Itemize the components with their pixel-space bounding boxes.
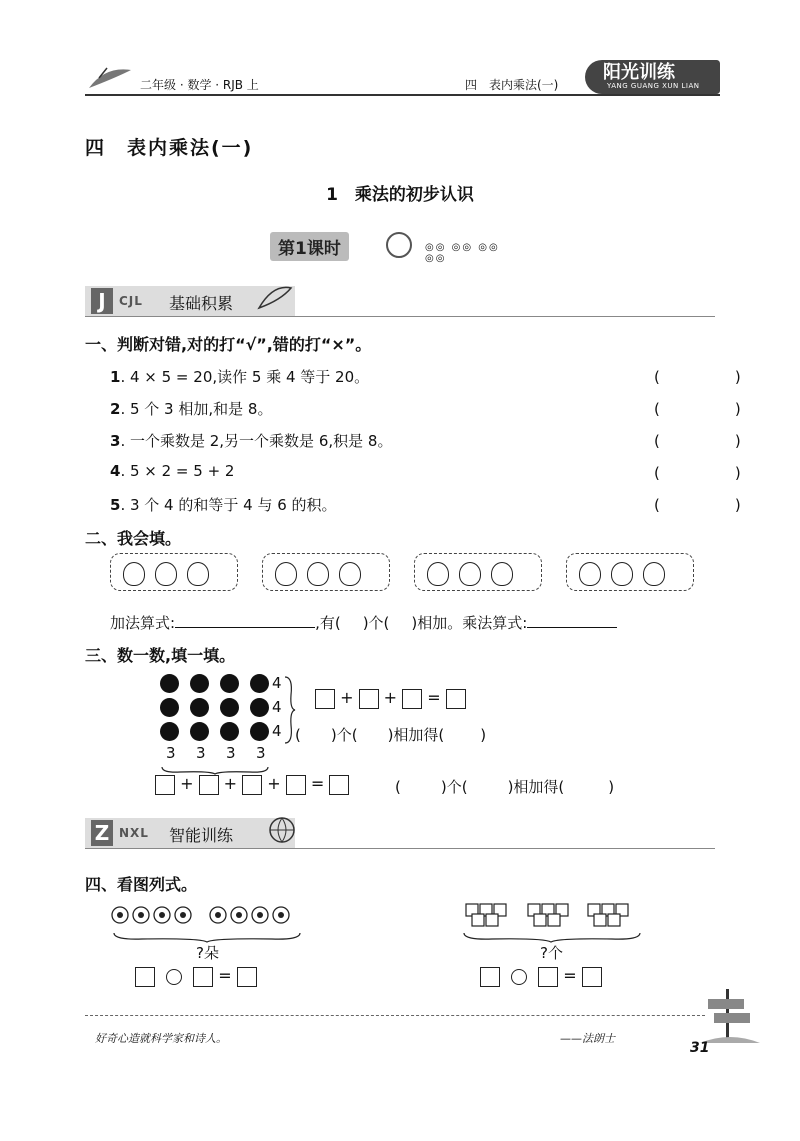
apple-icon bbox=[220, 698, 239, 717]
col-sentence bbox=[395, 776, 614, 797]
fill-text: ,有( bbox=[315, 614, 341, 632]
answer-paren[interactable]: ( ) bbox=[654, 464, 771, 482]
fill-text: )个( bbox=[330, 726, 358, 744]
fill-text: ) bbox=[608, 778, 615, 796]
footer-rule bbox=[85, 1015, 705, 1017]
footer-author: ——法朗士 bbox=[560, 1032, 615, 1045]
flower-equation: = bbox=[135, 966, 257, 987]
banner-rule bbox=[85, 316, 715, 317]
lesson-banner bbox=[270, 232, 522, 264]
item-text: . 一个乘数是 2,另一个乘数是 6,积是 8。 bbox=[120, 432, 393, 450]
cube-label: ?个 bbox=[540, 944, 563, 962]
leaf-icon bbox=[255, 280, 295, 318]
fill-text: ) bbox=[480, 726, 487, 744]
answer-paren[interactable]: ( ) bbox=[654, 368, 771, 386]
radish-icon bbox=[611, 562, 633, 586]
radish-icon bbox=[155, 562, 177, 586]
q1-item-4 bbox=[110, 462, 234, 480]
answer-paren[interactable]: ( ) bbox=[654, 432, 771, 450]
radish-icon bbox=[187, 562, 209, 586]
q4-title: 四、看图列式。 bbox=[85, 875, 198, 894]
col-count: 3 bbox=[196, 744, 206, 762]
answer-box[interactable] bbox=[359, 689, 379, 709]
header-leaf-logo bbox=[85, 64, 135, 92]
row-sentence bbox=[295, 724, 486, 745]
row-count: 4 bbox=[272, 722, 282, 740]
banner-title: 基础积累 bbox=[169, 294, 234, 313]
apple-icon bbox=[160, 698, 179, 717]
section-title: 1 乘法的初步认识 bbox=[326, 185, 474, 205]
answer-box[interactable] bbox=[135, 967, 155, 987]
fill-text: ( bbox=[295, 726, 301, 744]
answer-box[interactable] bbox=[193, 967, 213, 987]
radish-icon bbox=[307, 562, 329, 586]
q1-item-2 bbox=[110, 398, 272, 419]
item-number: 4 bbox=[110, 462, 121, 480]
q2-fill-line bbox=[110, 612, 617, 633]
radish-group bbox=[110, 553, 238, 591]
row-equation: + + = bbox=[315, 688, 466, 709]
answer-box[interactable] bbox=[286, 775, 306, 795]
radish-group bbox=[414, 553, 542, 591]
q3-title: 三、数一数,填一填。 bbox=[85, 646, 236, 665]
operator-circle[interactable] bbox=[166, 969, 182, 985]
answer-box[interactable] bbox=[329, 775, 349, 795]
col-count: 3 bbox=[166, 744, 176, 762]
fill-text: )相加得( bbox=[507, 778, 565, 796]
radish-icon bbox=[643, 562, 665, 586]
radish-icon bbox=[459, 562, 481, 586]
apple-icon bbox=[250, 698, 269, 717]
fill-text: 加法算式: bbox=[110, 614, 176, 632]
radish-icon bbox=[123, 562, 145, 586]
apple-icon bbox=[160, 722, 179, 741]
apple-icon bbox=[250, 722, 269, 741]
item-number: 5 bbox=[110, 496, 121, 514]
apple-icon bbox=[190, 674, 209, 693]
unit-title: 四 表内乘法(一) bbox=[85, 137, 254, 159]
banner-letter: J bbox=[91, 288, 113, 314]
col-count: 3 bbox=[226, 744, 236, 762]
fill-text: )个( bbox=[440, 778, 468, 796]
radish-icon bbox=[339, 562, 361, 586]
answer-box[interactable] bbox=[446, 689, 466, 709]
banner-title: 智能训练 bbox=[169, 826, 234, 845]
item-number: 1 bbox=[110, 368, 121, 386]
brand-logo bbox=[585, 60, 720, 94]
fill-text: )个( bbox=[362, 614, 390, 632]
apple-icon bbox=[220, 674, 239, 693]
item-text: . 4 × 5 = 20,读作 5 乘 4 等于 20。 bbox=[120, 368, 370, 386]
item-text: . 5 × 2 = 5 + 2 bbox=[120, 462, 235, 480]
apple-icon bbox=[190, 698, 209, 717]
section-banner-smart bbox=[85, 818, 295, 848]
banner-code: NXL bbox=[119, 826, 149, 840]
answer-box[interactable] bbox=[199, 775, 219, 795]
signpost-icon bbox=[700, 985, 760, 1045]
banner-code: CJL bbox=[119, 294, 143, 308]
item-text: . 5 个 3 相加,和是 8。 bbox=[120, 400, 273, 418]
brand-name: 阳光训练 bbox=[603, 62, 675, 83]
radish-icon bbox=[427, 562, 449, 586]
item-number: 2 bbox=[110, 400, 121, 418]
radish-icon bbox=[579, 562, 601, 586]
col-count: 3 bbox=[256, 744, 266, 762]
multiply-blank[interactable] bbox=[527, 613, 617, 628]
answer-paren[interactable]: ( ) bbox=[654, 496, 771, 514]
footer-quote: 好奇心造就科学家和诗人。 bbox=[95, 1032, 227, 1045]
answer-box[interactable] bbox=[315, 689, 335, 709]
item-number: 3 bbox=[110, 432, 121, 450]
globe-icon bbox=[266, 814, 300, 852]
answer-box[interactable] bbox=[538, 967, 558, 987]
answer-box[interactable] bbox=[402, 689, 422, 709]
answer-box[interactable] bbox=[155, 775, 175, 795]
radish-group bbox=[262, 553, 390, 591]
flower-label: ?朵 bbox=[196, 944, 219, 962]
header-grade: 二年级 · 数学 · RJB 上 bbox=[140, 78, 259, 92]
flower-row bbox=[110, 903, 310, 927]
header-rule bbox=[85, 94, 720, 96]
q1-item-3 bbox=[110, 430, 392, 451]
answer-box[interactable] bbox=[480, 967, 500, 987]
radish-icon bbox=[275, 562, 297, 586]
row-count: 4 bbox=[272, 698, 282, 716]
apple-icon bbox=[160, 674, 179, 693]
apple-icon bbox=[220, 722, 239, 741]
fill-text: )相加。乘法算式: bbox=[411, 614, 528, 632]
lesson-tag: 第1课时 bbox=[270, 232, 349, 261]
operator-circle[interactable] bbox=[511, 969, 527, 985]
addition-blank[interactable] bbox=[175, 613, 315, 628]
clock-icon bbox=[386, 232, 412, 258]
answer-paren[interactable]: ( ) bbox=[654, 400, 771, 418]
banner-rule bbox=[85, 848, 715, 849]
rating-icon: ◎◎ ◎◎ ◎◎ ◎◎ bbox=[425, 242, 500, 264]
header-chapter: 四 表内乘法(一) bbox=[465, 78, 559, 92]
brand-sub: YANG GUANG XUN LIAN bbox=[607, 82, 700, 90]
radish-icon bbox=[491, 562, 513, 586]
apple-icon bbox=[250, 674, 269, 693]
answer-box[interactable] bbox=[237, 967, 257, 987]
radish-group bbox=[566, 553, 694, 591]
fill-text: )相加得( bbox=[387, 726, 445, 744]
q1-title: 一、判断对错,对的打“√”,错的打“×”。 bbox=[85, 335, 372, 354]
cube-groups bbox=[462, 898, 642, 930]
q1-item-5 bbox=[110, 494, 337, 515]
q2-title: 二、我会填。 bbox=[85, 529, 182, 548]
banner-letter: Z bbox=[91, 820, 113, 846]
apple-icon bbox=[190, 722, 209, 741]
row-count: 4 bbox=[272, 674, 282, 692]
cube-equation: = bbox=[480, 966, 602, 987]
answer-box[interactable] bbox=[242, 775, 262, 795]
item-text: . 3 个 4 的和等于 4 与 6 的积。 bbox=[120, 496, 337, 514]
fill-text: ( bbox=[395, 778, 401, 796]
col-equation: + + + = bbox=[155, 774, 349, 795]
apple-grid bbox=[160, 674, 300, 769]
answer-box[interactable] bbox=[582, 967, 602, 987]
q1-item-1 bbox=[110, 366, 369, 387]
page-number: 31 bbox=[690, 1040, 710, 1056]
